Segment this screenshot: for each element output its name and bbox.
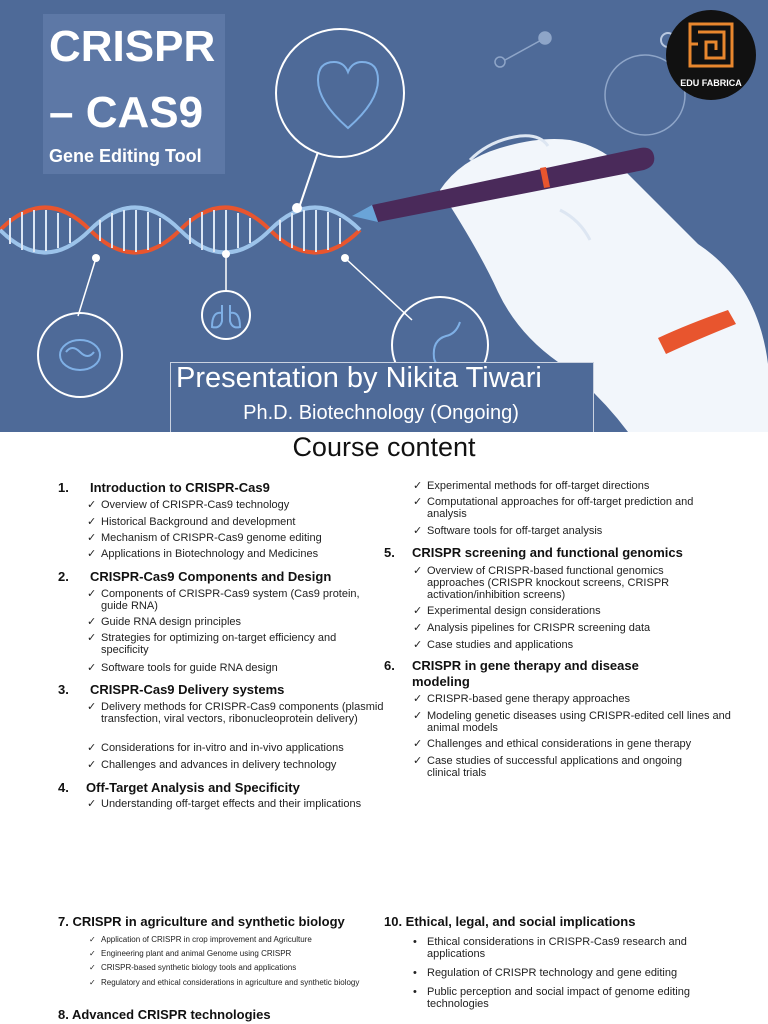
list-item: ✓ Understanding off-target effects and their implications xyxy=(101,798,391,810)
list-item: ✓ Delivery methods for CRISPR-Cas9 components (plasmid transfection, viral vectors, ribonucleoprotein delivery) xyxy=(101,701,386,725)
list-item: ✓ Overview of CRISPR-Cas9 technology xyxy=(101,499,381,511)
list-item: ✓ Overview of CRISPR-based functional genomics approaches (CRISPR knockout screens, CRISPR activation/inhibition screens) xyxy=(427,565,677,601)
list-item: ✓ CRISPR-based synthetic biology tools and applications xyxy=(101,963,371,973)
section-7-heading: 7. CRISPR in agriculture and synthetic biology xyxy=(58,914,345,929)
section-1-heading xyxy=(58,480,270,495)
list-item: ✓ Challenges and advances in delivery technology xyxy=(101,759,386,771)
list-item: ✓ Regulatory and ethical considerations in agriculture and synthetic biology xyxy=(101,978,371,988)
section-8-heading: 8. Advanced CRISPR technologies xyxy=(58,1007,271,1022)
section-6-heading xyxy=(384,658,639,673)
section-number: 3. xyxy=(58,682,69,697)
course-content-title: Course content xyxy=(292,432,476,462)
list-item: ✓ Engineering plant and animal Genome using CRISPR xyxy=(101,949,371,959)
section-2-heading xyxy=(58,569,331,584)
section-number: 1. xyxy=(58,480,69,495)
hero-subtitle: Gene Editing Tool xyxy=(49,146,202,166)
list-item: ✓ Considerations for in-vitro and in-vivo applications xyxy=(101,742,386,754)
list-item: ✓ Analysis pipelines for CRISPR screening data xyxy=(427,622,717,634)
section-4-heading xyxy=(58,780,300,795)
dna-helix xyxy=(0,203,360,262)
list-item: ✓ CRISPR-based gene therapy approaches xyxy=(427,693,717,705)
logo-text: EDU FABRICA xyxy=(680,78,742,88)
list-item: ✓ Software tools for guide RNA design xyxy=(101,662,373,674)
section-3-heading xyxy=(58,682,284,697)
section-10-heading: 10. Ethical, legal, and social implications xyxy=(384,914,636,929)
hero-title-line2: – CAS9 xyxy=(49,88,204,137)
list-item: ✓ Strategies for optimizing on-target efficiency and specificity xyxy=(101,632,373,656)
section-title: CRISPR-Cas9 Components and Design xyxy=(90,569,332,584)
section-number: 4. xyxy=(58,780,69,795)
list-item: ✓ Historical Background and development xyxy=(101,516,381,528)
list-item: ✓ Challenges and ethical considerations in gene therapy xyxy=(427,738,727,750)
section-6-heading-line2: modeling xyxy=(412,674,470,689)
list-item: ✓ Case studies and applications xyxy=(427,639,717,651)
hero-banner xyxy=(0,0,768,432)
hero-title-line1: CRISPR xyxy=(49,22,216,71)
list-item: ✓ Components of CRISPR-Cas9 system (Cas9 protein, guide RNA) xyxy=(101,588,373,612)
section-number: 6. xyxy=(384,658,395,673)
section-title: CRISPR-Cas9 Delivery systems xyxy=(90,682,285,697)
list-item: ✓ Application of CRISPR in crop improvement and Agriculture xyxy=(101,935,371,945)
list-item: ✓ Modeling genetic diseases using CRISPR-edited cell lines and animal models xyxy=(427,710,732,734)
presenter-name: Presentation by Nikita Tiwari xyxy=(176,362,542,394)
list-item: • Ethical considerations in CRISPR-Cas9 research and applications xyxy=(427,936,702,960)
section-title: CRISPR screening and functional genomics xyxy=(412,545,683,560)
lungs-icon xyxy=(202,291,250,339)
list-item: ✓ Computational approaches for off-target prediction and analysis xyxy=(427,496,717,520)
list-item: ✓ Experimental methods for off-target directions xyxy=(427,480,717,492)
section-title: CRISPR in gene therapy and disease xyxy=(412,658,639,673)
list-item: ✓ Guide RNA design principles xyxy=(101,616,373,628)
heart-icon xyxy=(276,29,404,205)
section-number: 5. xyxy=(384,545,395,560)
list-item: ✓ Applications in Biotechnology and Medicines xyxy=(101,548,381,560)
list-item: • Public perception and social impact of genome editing technologies xyxy=(427,986,717,1010)
list-item: ✓ Case studies of successful applications and ongoing clinical trials xyxy=(427,755,717,779)
section-5-heading xyxy=(384,545,683,560)
brain-icon xyxy=(38,313,122,397)
section-title: Off-Target Analysis and Specificity xyxy=(86,780,300,795)
list-item: ✓ Software tools for off-target analysis xyxy=(427,525,717,537)
section-title: Introduction to CRISPR-Cas9 xyxy=(90,480,270,495)
list-item: • Regulation of CRISPR technology and gene editing xyxy=(427,967,727,979)
presenter-degree: Ph.D. Biotechnology (Ongoing) xyxy=(243,402,519,424)
list-item: ✓ Mechanism of CRISPR-Cas9 genome editing xyxy=(101,532,381,544)
section-number: 2. xyxy=(58,569,69,584)
list-item: ✓ Experimental design considerations xyxy=(427,605,717,617)
